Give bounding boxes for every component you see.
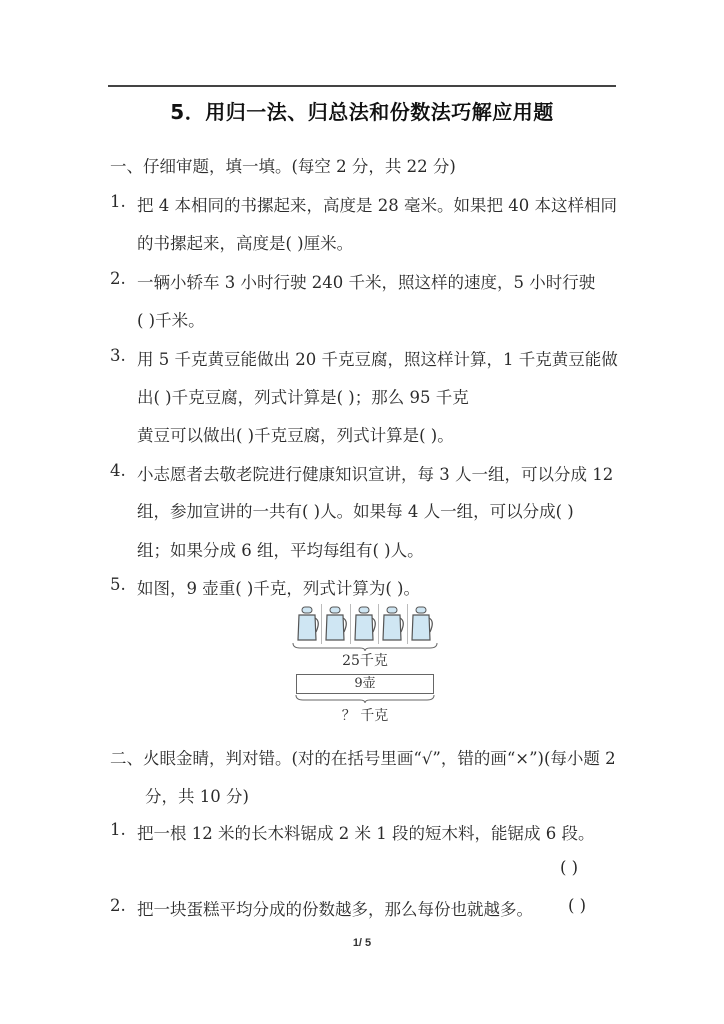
question-text: 小志愿者去敬老院进行健康知识宣讲，每 3 人一组，可以分成 12	[137, 465, 614, 484]
question-number: 4.	[110, 461, 126, 480]
kettle-icon	[322, 604, 350, 644]
question-number: 2.	[110, 896, 126, 915]
question-text: 组，参加宣讲的一共有( )人。如果每 4 人一组，可以分成( )	[137, 502, 574, 521]
kettle-figure	[290, 602, 440, 726]
question-text: 用 5 千克黄豆能做出 20 千克豆腐，照这样计算，1 千克黄豆能做	[137, 350, 618, 369]
section2-heading-cont: 分，共 10 分)	[145, 787, 249, 806]
question-number: 1.	[110, 192, 126, 211]
question-text: 的书摞起来，高度是( )厘米。	[137, 234, 354, 253]
unknown-weight-label: ？ 千克	[341, 708, 389, 724]
kettle-icon	[294, 604, 322, 644]
question-number: 5.	[110, 575, 126, 594]
question-number: 1.	[110, 820, 126, 839]
page-title: 5．用归一法、归总法和份数法巧解应用题	[170, 100, 554, 124]
kettle-row	[294, 604, 436, 644]
question-text: 黄豆可以做出( )千克豆腐，列式计算是( )。	[137, 426, 454, 445]
kettle-icon	[379, 604, 407, 644]
total-weight-label: 25千克	[342, 653, 388, 669]
page-number: 1/ 5	[352, 937, 372, 949]
answer-blank[interactable]: ( )	[568, 896, 587, 915]
question-text: 一辆小轿车 3 小时行驶 240 千米，照这样的速度，5 小时行驶	[137, 273, 596, 292]
question-number: 2.	[110, 269, 126, 288]
kettle-icon	[408, 604, 436, 644]
section1-heading: 一、仔细审题，填一填。(每空 2 分，共 22 分)	[110, 157, 456, 176]
question-text: 把一块蛋糕平均分成的份数越多，那么每份也就越多。	[137, 900, 533, 919]
section2-heading: 二、火眼金睛，判对错。(对的在括号里画“√”，错的画“×”)(每小题 2	[110, 749, 616, 768]
question-text: 组；如果分成 6 组，平均每组有( )人。	[137, 541, 424, 560]
question-text: 出( )千克豆腐，列式计算是( )；那么 95 千克	[137, 388, 469, 407]
question-text: ( )千米。	[137, 311, 205, 330]
header-rule	[108, 85, 616, 87]
bottom-brace	[290, 694, 440, 704]
kettle-icon	[351, 604, 379, 644]
nine-kettle-box: 9壶	[296, 674, 434, 694]
question-number: 3.	[110, 346, 126, 365]
question-text: 把 4 本相同的书摞起来，高度是 28 毫米。如果把 40 本这样相同	[137, 196, 617, 215]
question-text: 如图，9 壶重( )千克，列式计算为( )。	[137, 579, 420, 598]
answer-blank[interactable]: ( )	[560, 858, 579, 877]
question-text: 把一根 12 米的长木料锯成 2 米 1 段的短木料，能锯成 6 段。	[137, 824, 595, 843]
